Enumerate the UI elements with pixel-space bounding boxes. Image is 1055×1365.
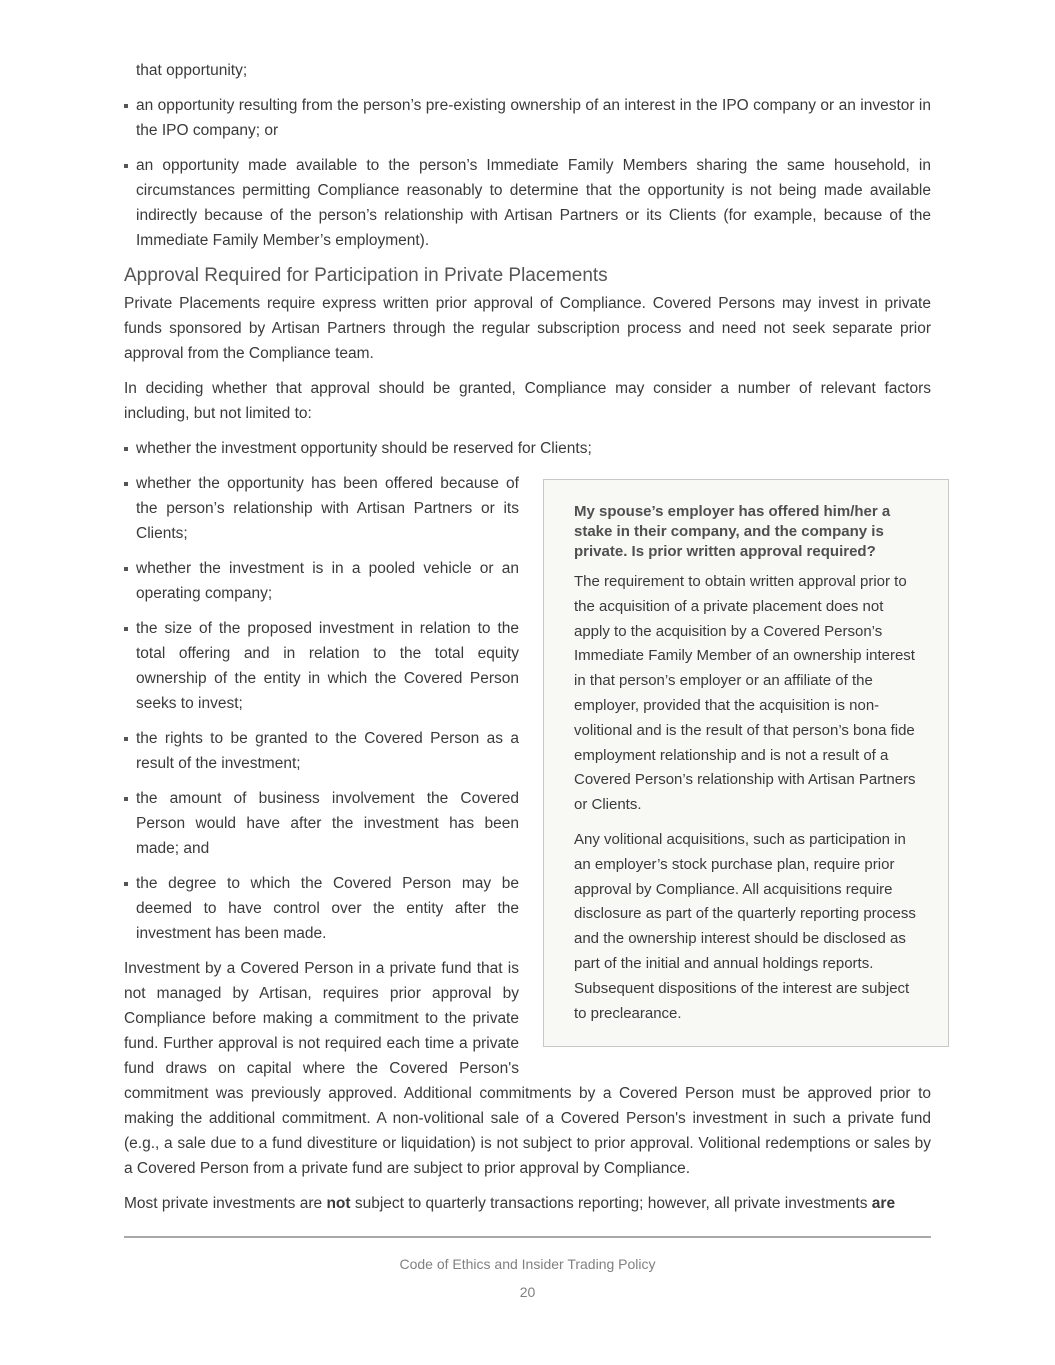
paragraph-private-placements: Private Placements require express written prior approval of Compliance. Covered Persons may invest in private funds sponsored by Artisan Partners through the regular subscription process and need not seek separate prior approval from the Compliance team. [124,295,931,362]
intro-fragment: that opportunity; [136,62,248,79]
paragraph-approval-factors: In deciding whether that approval should be granted, Compliance may consider a number of relevant factors including, but not limited to: [124,380,931,422]
page-number: 20 [519,1284,536,1300]
callout-answer-1: The requirement to obtain written approval prior to the acquisition of a private placement does not apply to the acquisition by a Covered Person’s Immediate Family Member of an ownership interest in that person’s employer or an affiliate of the employer, provided that the acquisition is non-volitional and is the result of that person’s bona fide employment relationship and is not a result of a Covered Person’s relationship with Artisan Partners or Clients. [574,573,916,814]
list-item: an opportunity resulting from the person’s pre-existing ownership of an interest in the IPO company or an investor in the IPO company; or [124,93,931,143]
list-item: whether the investment opportunity should be reserved for Clients; [124,436,931,461]
bullet-icon [124,104,128,108]
paragraph-private-fund-investment: Investment by a Covered Person in a private fund that is not managed by Artisan, requires prior approval by Compliance before making a commitment to the private fund. Further approval is not required each time a private fund draws on capital where the Covered Person's commitment was previously approved. Additional commitments by a Covered Person must be approved prior to making the additional commitment. A non-volitional sale of a Covered Person's investment in such a private fund (e.g., a sale due to a fund divestiture or liquidation) is not subject to prior approval. Volitional redemptions or sales by a Covered Person from a private fund are subject to prior approval by Compliance. [124,960,931,1177]
factor-bullet-list [124,471,931,946]
bullet-icon [124,447,128,451]
footer-divider [124,1236,931,1238]
bullet-icon [124,737,128,741]
section-heading: Approval Required for Participation in Private Placements [124,265,608,286]
factor-bullet-list-first [124,436,931,461]
bullet-icon [124,164,128,168]
list-item: whether the opportunity has been offered because of the person’s relationship with Artisan Partners or its Clients; [124,471,931,546]
callout-question: My spouse’s employer has offered him/her a stake in their company, and the company is private. Is prior written approval required? [574,503,891,560]
list-item: an opportunity made available to the person’s Immediate Family Members sharing the same household, in circumstances permitting Compliance reasonably to determine that the opportunity is not being made available indirectly because of the person’s relationship with Artisan Partners or its Clients (for example, because of the Immediate Family Member’s employment). [124,153,931,253]
list-item: the degree to which the Covered Person may be deemed to have control over the entity after the investment has been made. [124,871,931,946]
list-item: the amount of business involvement the Covered Person would have after the investment has been made; and [124,786,931,861]
list-item: whether the investment is in a pooled vehicle or an operating company; [124,556,931,606]
bullet-icon [124,627,128,631]
bullet-icon [124,482,128,486]
callout-answer-2: Any volitional acquisitions, such as participation in an employer’s stock purchase plan, require prior approval by Compliance. All acquisitions require disclosure as part of the quarterly reporting process and the ownership interest should be disclosed as part of the initial and annual holdings reports. Subsequent dispositions of the interest are subject to preclearance. [574,830,916,1022]
footer-title: Code of Ethics and Insider Trading Policy [399,1256,656,1272]
paragraph-reporting: Most private investments are not subject to quarterly transactions reporting; however, all private investments are [124,1195,896,1212]
list-item: the size of the proposed investment in relation to the total offering and in relation to the total equity ownership of the entity in which the Covered Person seeks to invest; [124,616,931,716]
bullet-icon [124,882,128,886]
page-body [124,58,931,1226]
top-bullet-list [124,93,931,253]
list-item: the rights to be granted to the Covered Person as a result of the investment; [124,726,931,776]
bullet-icon [124,567,128,571]
bullet-icon [124,797,128,801]
